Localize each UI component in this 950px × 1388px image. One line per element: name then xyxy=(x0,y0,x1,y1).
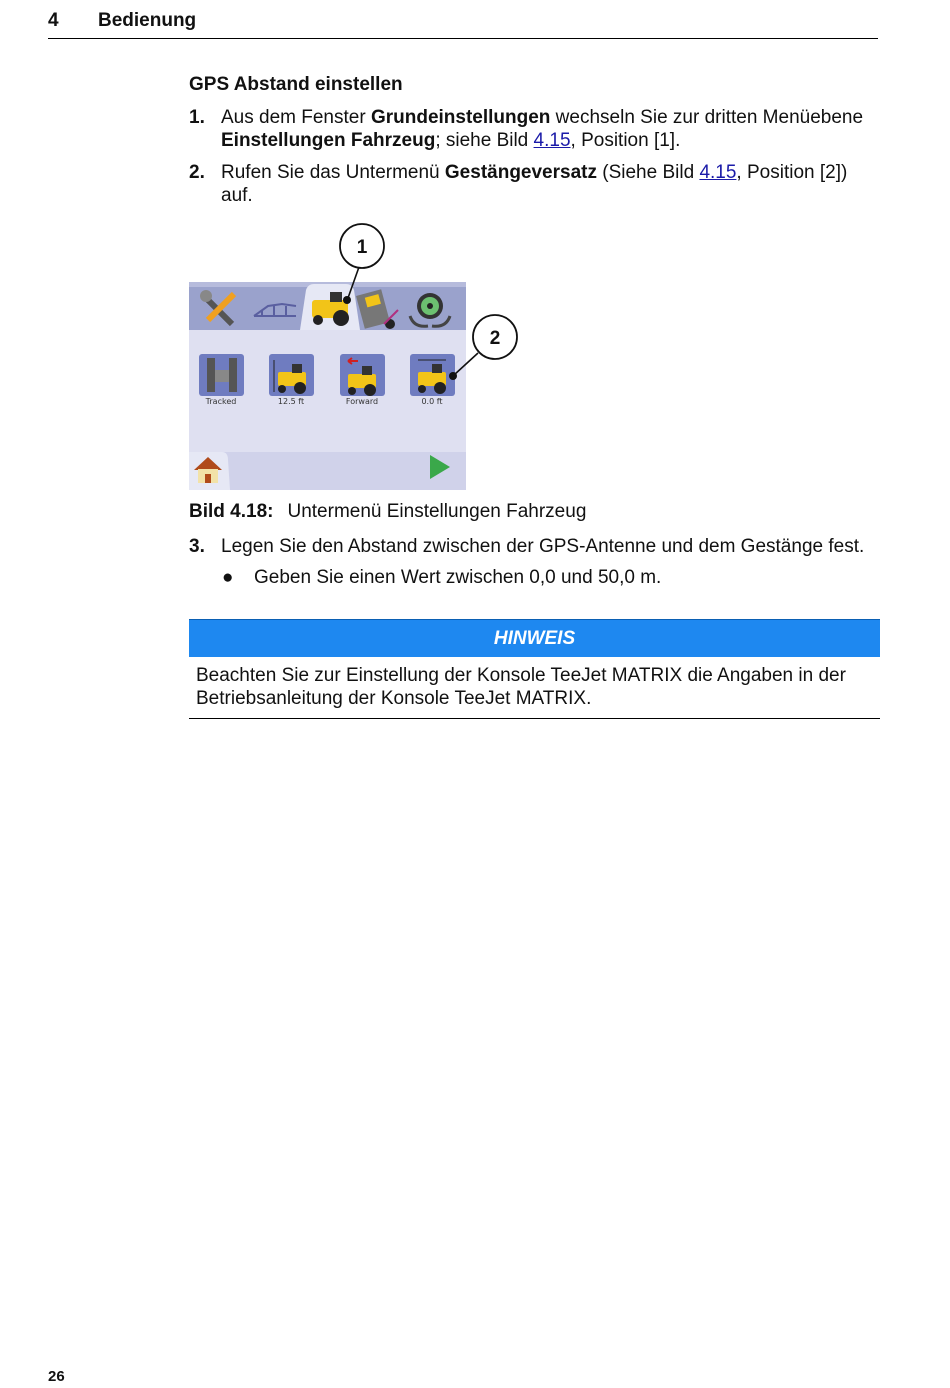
step-text: Aus dem Fenster Grundeinstellungen wechseln Sie zur dritten Menüebene Einstellungen Fahrzeug; siehe Bild 4.15, Position [1]. xyxy=(221,107,864,151)
step-3 xyxy=(189,535,889,559)
tile-offset xyxy=(410,354,455,396)
step-text: Legen Sie den Abstand zwischen der GPS-Antenne und dem Gestänge fest. xyxy=(221,536,865,557)
chapter-number: 4 xyxy=(48,10,59,31)
tile-label-offset: 0.0 ft xyxy=(421,397,443,406)
notice-box xyxy=(189,619,880,719)
tile-width xyxy=(269,354,314,396)
step-number: 1. xyxy=(189,107,205,128)
callout-1-label: 1 xyxy=(356,237,368,258)
callout-2-label: 2 xyxy=(489,328,501,349)
bullet-text: Geben Sie einen Wert zwischen 0,0 und 50,0 m. xyxy=(254,567,662,588)
tile-label-width: 12.5 ft xyxy=(277,397,305,406)
chapter-title: Bedienung xyxy=(98,10,197,31)
step-number: 2. xyxy=(189,162,205,183)
page-number: 26 xyxy=(48,1368,65,1385)
page-header xyxy=(48,8,878,39)
figure-link[interactable]: 4.15 xyxy=(699,162,737,183)
step-1 xyxy=(189,106,889,154)
step-2 xyxy=(189,161,889,209)
step-number: 3. xyxy=(189,536,205,557)
step-text: Rufen Sie das Untermenü Gestängeversatz (Siehe Bild 4.15, Position [2]) auf. xyxy=(221,162,848,206)
bullet-dot: ● xyxy=(222,567,234,588)
notice-title: HINWEIS xyxy=(189,619,880,657)
figure-link[interactable]: 4.15 xyxy=(533,130,571,151)
notice-body: Beachten Sie zur Einstellung der Konsole TeeJet MATRIX die Angaben in der Betriebsanleitung der Konsole TeeJet MATRIX. xyxy=(189,657,880,719)
caption-text: Untermenü Einstellungen Fahrzeug xyxy=(287,501,587,522)
tile-label-tracked: Tracked xyxy=(205,397,237,406)
figure-caption xyxy=(189,501,586,523)
tile-tracked xyxy=(199,354,244,396)
tile-label-direction: Forward xyxy=(345,397,379,406)
tile-direction xyxy=(340,354,385,396)
caption-label: Bild 4.18: xyxy=(189,501,274,522)
section-title: GPS Abstand einstellen xyxy=(189,74,403,95)
vehicle-settings-figure xyxy=(188,220,528,492)
